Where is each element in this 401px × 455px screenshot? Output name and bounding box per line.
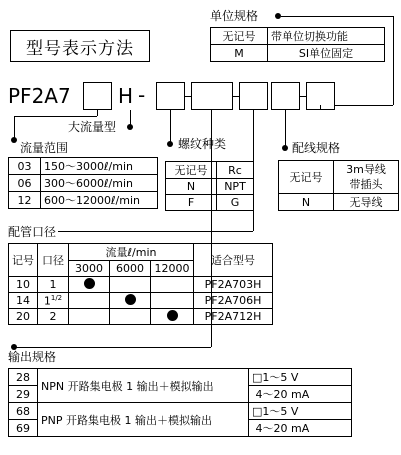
output-opt-cell: □1～5 V (249, 403, 352, 420)
flow-desc-cell: 600～12000ℓ/min (41, 192, 158, 209)
flow-desc-cell: 300～6000ℓ/min (41, 175, 158, 192)
thread-desc-cell: G (217, 195, 254, 211)
output-code-cell: 68 (9, 403, 38, 420)
thread-table (165, 161, 254, 211)
flow-range-table (8, 157, 158, 209)
output-desc-cell: PNP 开路集电极 1 输出＋模拟输出 (38, 403, 249, 437)
table-row: 20 2 PF2A712H (9, 309, 273, 325)
table-row: 10 1 PF2A703H (9, 277, 273, 293)
output-label: 输出规格 (8, 350, 57, 364)
output-code-cell: 28 (9, 369, 38, 386)
unit-desc-cell: 带单位切换功能 (268, 28, 385, 45)
wiring-code-cell: 无记号 (279, 161, 334, 194)
port-slot (239, 82, 268, 110)
dot-mark (125, 294, 136, 305)
output-code-cell: 69 (9, 420, 38, 437)
model-dash: - (138, 83, 146, 107)
port-label: 配管口径 (8, 225, 57, 239)
page-title: 型号表示方法 (26, 38, 134, 59)
port-header-size: 口径 (38, 244, 69, 277)
thread-desc-cell: NPT (217, 179, 254, 195)
flow-desc-cell: 150～3000ℓ/min (41, 158, 158, 175)
port-flow-col: 12000 (151, 261, 194, 277)
port-table (8, 243, 273, 325)
port-header-flow: 流量ℓ/min (69, 244, 194, 261)
unit-spec-table (210, 27, 385, 62)
thread-code-cell: F (166, 195, 217, 211)
output-opt-cell: 4～20 mA (249, 386, 352, 403)
wiring-desc-cell: 3m导线 带插头 (334, 161, 399, 194)
flow-code-cell: 06 (9, 175, 41, 192)
wiring-label: 配线规格 (292, 141, 341, 155)
output-slot (191, 82, 233, 110)
model-h: H (118, 84, 134, 108)
unit-code-cell: M (211, 45, 268, 62)
title-box (10, 30, 150, 62)
wiring-table (278, 160, 399, 211)
large-flow-label: 大流量型 (68, 120, 117, 134)
dot-mark (167, 310, 178, 321)
wiring-marker (282, 145, 288, 151)
thread-marker (167, 141, 173, 147)
output-table (8, 368, 352, 437)
port-header-model: 适合型号 (194, 244, 273, 277)
port-flow-col: 3000 (69, 261, 110, 277)
unit-code-cell: 无记号 (211, 28, 268, 45)
output-code-cell: 29 (9, 386, 38, 403)
port-flow-col: 6000 (110, 261, 151, 277)
flow-code-cell: 03 (9, 158, 41, 175)
output-opt-cell: 4～20 mA (249, 420, 352, 437)
unit-spec-label: 单位规格 (210, 9, 259, 23)
wiring-code-cell: N (279, 194, 334, 211)
thread-code-cell: N (166, 179, 217, 195)
dot-mark (84, 278, 95, 289)
thread-label: 螺纹种类 (178, 137, 227, 151)
output-opt-cell: □1～5 V (249, 369, 352, 386)
output-desc-cell: NPN 开路集电极 1 输出＋模拟输出 (38, 369, 249, 403)
thread-desc-cell: Rc (217, 162, 254, 179)
thread-code-cell: 无记号 (166, 162, 217, 179)
wiring-desc-cell: 无导线 (334, 194, 399, 211)
table-row: 14 $1^{1/2}$ PF2A706H (9, 293, 273, 309)
thread-slot (156, 82, 185, 110)
flow-code-cell: 12 (9, 192, 41, 209)
wiring-slot (271, 82, 300, 110)
flow-range-slot (83, 82, 112, 110)
flow-range-label: 流量范围 (20, 141, 69, 155)
model-prefix: PF2A7 (8, 84, 71, 108)
port-header-code: 记号 (9, 244, 38, 277)
unit-desc-cell: SI单位固定 (268, 45, 385, 62)
